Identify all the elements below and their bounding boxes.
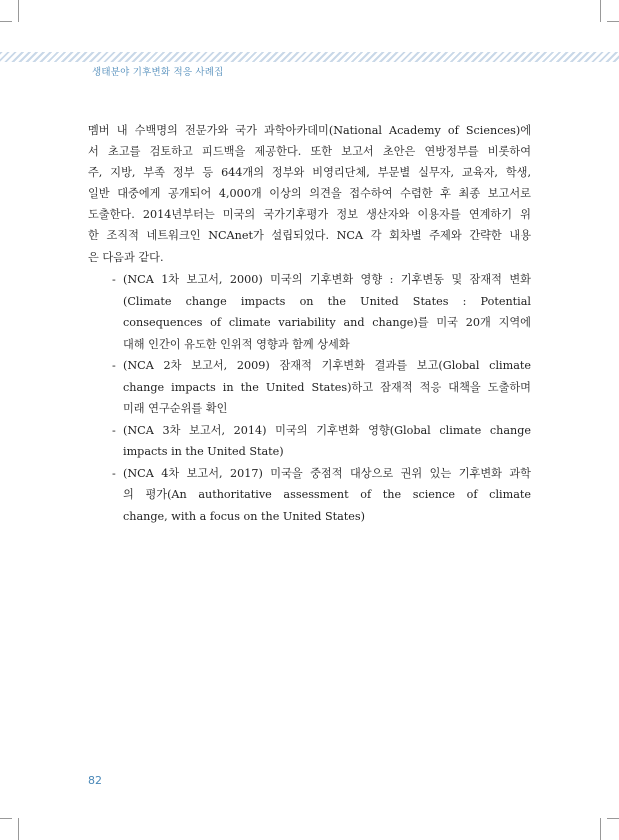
running-header-title: 생태분야 기후변화 적응 사례집 <box>92 67 224 78</box>
list-line: (NCA 4차 보고서, 2017) 미국을 중점적 대상으로 권위 있는 기후변화 과학 <box>123 466 531 480</box>
list-line: (NCA 3차 보고서, 2014) 미국의 기후변화 영향(Global climate change <box>123 423 531 437</box>
crop-mark-top-left <box>18 0 19 22</box>
list-item <box>112 269 531 355</box>
list-line: 의 평가(An authoritative assessment of the science of climate <box>123 488 531 501</box>
list-item <box>112 355 531 420</box>
list-line: change impacts in the United States)하고 잠재적 적응 대책을 도출하며 <box>123 380 531 394</box>
list-line: impacts in the United State) <box>123 445 284 458</box>
list-line: (NCA 1차 보고서, 2000) 미국의 기후변화 영향 : 기후변동 및 잠재적 변화 <box>123 273 531 286</box>
list-line: change, with a focus on the United States) <box>123 509 365 523</box>
paragraph-line: 은 다음과 같다. <box>88 250 164 264</box>
paragraph-line: 일반 대중에게 공개되어 4,000개 이상의 의견을 접수하여 수렴한 후 최종 보고서로 <box>88 187 531 201</box>
list-line: consequences of climate variability and change)를 미국 20개 지역에 <box>123 316 531 329</box>
body-paragraph <box>88 120 531 268</box>
list-dash: - <box>112 423 116 437</box>
crop-mark-bottom-right <box>600 818 601 840</box>
list-item <box>112 420 531 463</box>
list-dash: - <box>112 273 116 286</box>
nca-report-list <box>112 269 531 527</box>
list-line: 대해 인간이 유도한 인위적 영향과 함께 상세화 <box>123 337 350 351</box>
page-number: 82 <box>88 774 102 787</box>
list-dash: - <box>112 466 116 480</box>
paragraph-line: 주, 지방, 부족 정부 등 644개의 정부와 비영리단체, 부문별 실무자, 교육자, 학생, <box>88 166 531 180</box>
crop-mark-top-right-h <box>607 21 619 22</box>
paragraph-line: 서 초고를 검토하고 피드백을 제공한다. 또한 보고서 초안은 연방정부를 비롯하여 <box>88 145 531 159</box>
crop-mark-top-right <box>600 0 601 22</box>
list-line: (Climate change impacts on the United States : Potential <box>123 294 531 308</box>
list-item-text <box>123 355 531 420</box>
crop-mark-bottom-left <box>18 818 19 840</box>
list-item-text <box>123 420 531 463</box>
header-pattern-band <box>0 52 619 62</box>
paragraph-line: 한 조직적 네트워크인 NCAnet가 설립되었다. NCA 각 회차별 주제와 간략한 내용 <box>88 229 531 243</box>
crop-mark-bottom-left-h <box>0 818 12 819</box>
list-item-text <box>123 269 531 355</box>
list-line: 미래 연구순위를 확인 <box>123 402 228 415</box>
crop-mark-bottom-right-h <box>607 818 619 819</box>
paragraph-line: 도출한다. 2014년부터는 미국의 국가기후평가 정보 생산자와 이용자를 연계하기 위 <box>88 208 531 222</box>
list-item <box>112 463 531 528</box>
list-item-text <box>123 463 531 528</box>
paragraph-line: 멤버 내 수백명의 전문가와 국가 과학아카데미(National Academy of Sciences)에 <box>88 124 531 137</box>
list-dash: - <box>112 359 116 372</box>
list-line: (NCA 2차 보고서, 2009) 잠재적 기후변화 결과를 보고(Global climate <box>123 359 531 372</box>
crop-mark-top-left-h <box>0 21 12 22</box>
